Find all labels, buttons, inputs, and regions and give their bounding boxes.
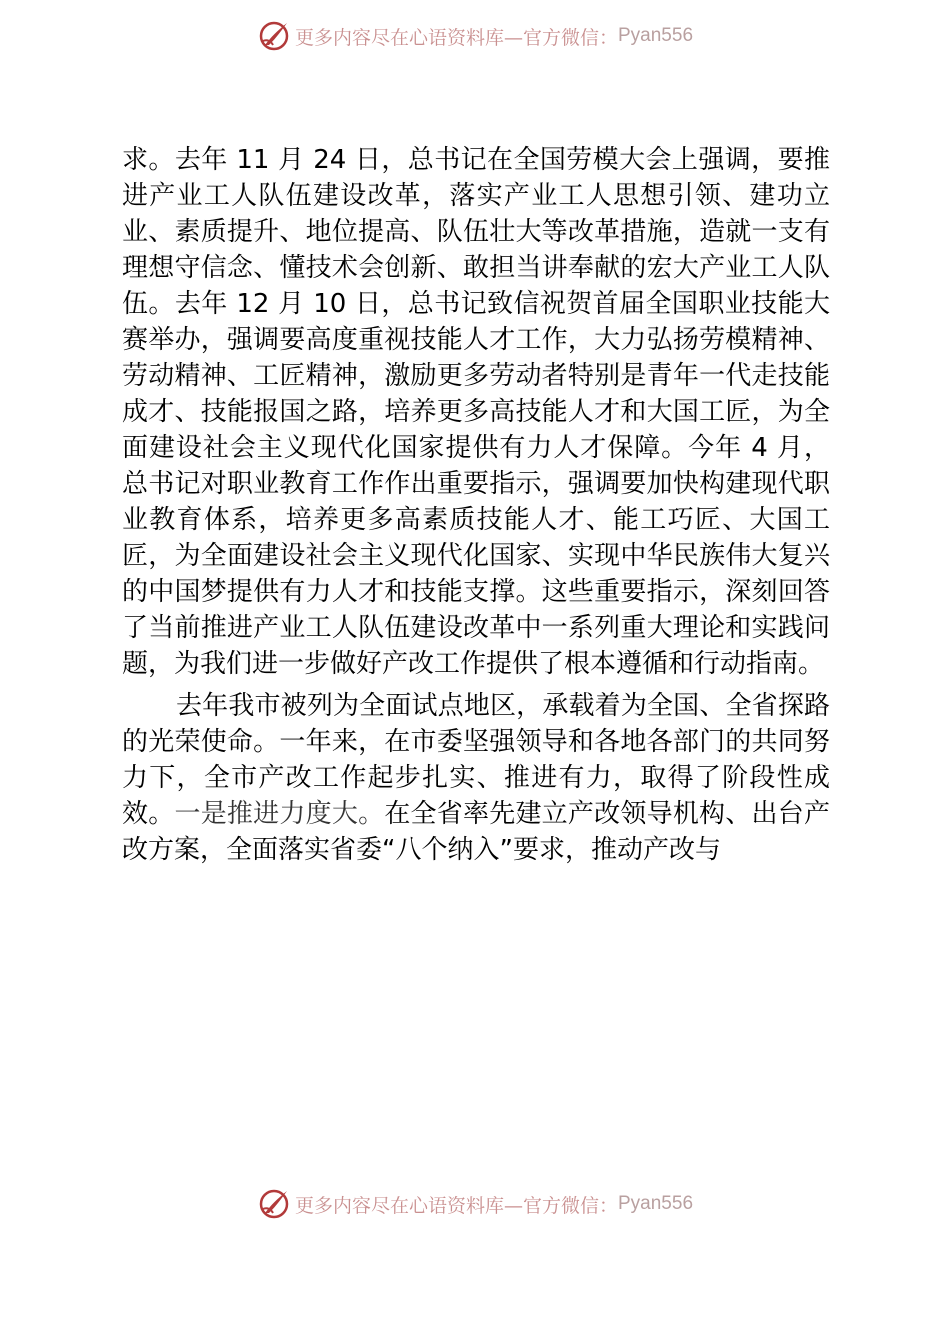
watermark-wechat-id: Pyan556 — [618, 1193, 694, 1214]
paragraph-2-highlight: 一是推进力度大。 — [174, 799, 385, 829]
paragraph-2 — [122, 688, 830, 868]
document-body — [122, 142, 830, 868]
watermark-header — [0, 16, 950, 56]
watermark-wechat-id: Pyan556 — [618, 25, 694, 46]
quill-logo-icon — [257, 1187, 291, 1221]
quill-logo-icon — [257, 19, 291, 53]
watermark-text: 更多内容尽在心语资料库—官方微信： — [294, 26, 618, 49]
paragraph-2-part-1: 去年我市被列为全面试点地区，承载着为全国、全省探路的光荣使命。一年来，在市委坚强领导和各地各部门的共同努力下，全市产改工作起步扎实、推进有力，取得了阶段性成效。 — [122, 691, 830, 829]
paragraph-1: 求。去年 11 月 24 日，总书记在全国劳模大会上强调，要推进产业工人队伍建设改革，落实产业工人思想引领、建功立业、素质提升、地位提高、队伍壮大等改革措施，造就一支有理想守信念、懂技术会创新、敢担当讲奉献的宏大产业工人队伍。去年 12 月 10 日，总书记致信祝贺首届全国职业技能大赛举办，强调要高度重视技能人才工作，大力弘扬劳模精神、劳动精神、工匠精神，激励更多劳动者特别是青年一代走技能成才、技能报国之路，培养更多高技能人才和大国工匠，为全面建设社会主义现代化国家提供有力人才保障。今年 4 月，总书记对职业教育工作作出重要指示，强调要加快构建现代职业教育体系，培养更多高素质技能人才、能工巧匠、大国工匠，为全面建设社会主义现代化国家、实现中华民族伟大复兴的中国梦提供有力人才和技能支撑。这些重要指示，深刻回答了当前推进产业工人队伍建设改革中一系列重大理论和实践问题，为我们进一步做好产改工作提供了根本遵循和行动指南。 — [122, 145, 830, 679]
watermark-text: 更多内容尽在心语资料库—官方微信： — [294, 1194, 618, 1217]
watermark-footer — [0, 1184, 950, 1224]
paragraph-2-part-2: 在全省率先建立产改领导机构、出台产改方案，全面落实省委“八个纳入”要求，推动产改与 — [122, 799, 830, 865]
